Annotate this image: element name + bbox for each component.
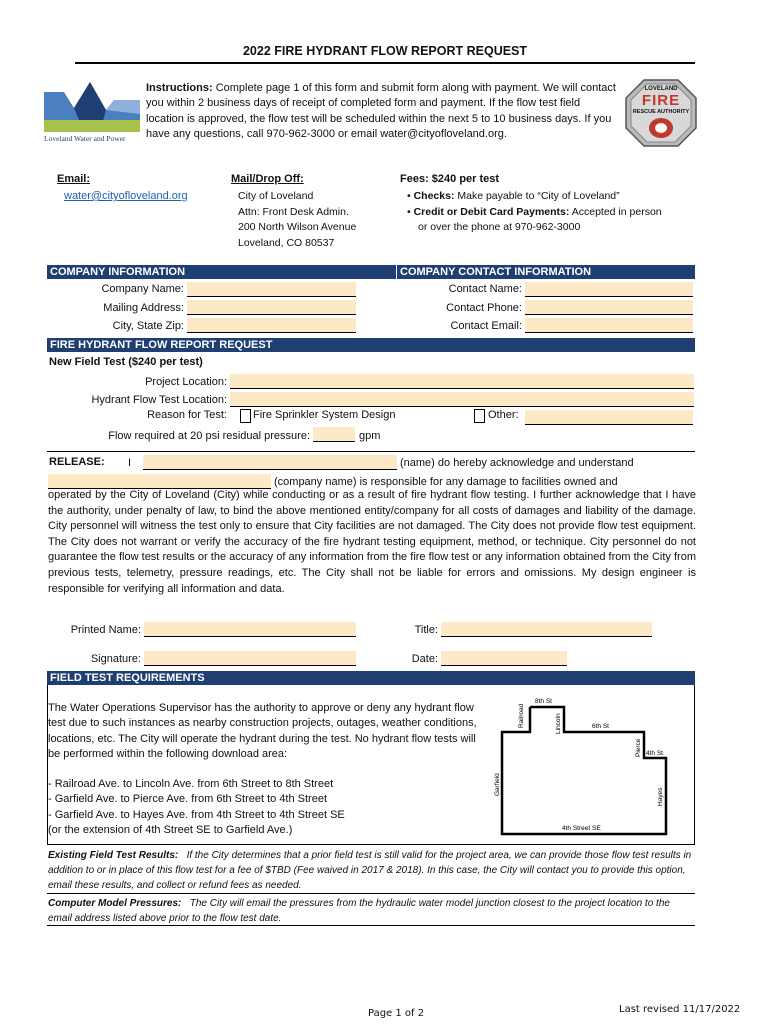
map-label-8th: 8th St <box>535 698 552 705</box>
list-item: - Garfield Ave. to Pierce Ave. from 6th Street to 4th Street <box>48 793 328 806</box>
contact-phone-field[interactable] <box>525 300 693 315</box>
release-label: RELEASE: <box>49 456 105 468</box>
map-label-4th-se: 4th Street SE <box>562 825 601 832</box>
printed-name-field[interactable] <box>144 622 356 637</box>
divider <box>47 893 695 894</box>
fire-logo-main: FIRE <box>641 92 681 109</box>
fees-checks-label: Checks: <box>413 190 455 202</box>
fees-label: Fees: $240 per test <box>400 173 500 185</box>
map-label-hayes: Hayes <box>657 787 664 806</box>
release-top-rule <box>47 451 695 452</box>
computer-model <box>48 896 694 926</box>
fees-card-text: Accepted in person <box>571 205 662 218</box>
contact-email-label: Contact Email: <box>450 320 522 332</box>
contact-name-field[interactable] <box>525 282 693 297</box>
last-revised: Last revised 11/17/2022 <box>619 1004 741 1015</box>
computer-model-text: The City will email the pressures from the hydraulic water model junction closest to the project location to the email address listed above prior to the flow test date. <box>48 898 670 924</box>
gpm-label: gpm <box>359 430 381 442</box>
map-label-garfield: Garfield <box>494 773 501 796</box>
restricted-area-outline <box>502 707 666 834</box>
hydrant-location-field[interactable] <box>230 392 694 407</box>
mail-line: Attn: Front Desk Admin. <box>238 205 349 218</box>
fees-card: • Credit or Debit Card Payments: Accepted in person <box>407 205 662 218</box>
instructions-label: Instructions: <box>146 82 213 94</box>
loveland-water-power-logo <box>44 78 140 148</box>
map-label-4th: 4th St <box>646 750 663 757</box>
other-checkbox[interactable] <box>474 409 485 423</box>
restricted-area-map <box>488 690 678 842</box>
company-info-header: COMPANY INFORMATION <box>47 265 396 279</box>
mail-label: Mail/Drop Off: <box>231 173 304 185</box>
list-item: - Garfield Ave. to Hayes Ave. from 4th Street to 4th Street SE <box>48 808 345 821</box>
printed-name-label: Printed Name: <box>70 624 141 636</box>
map-label-pierce: Pierce <box>635 738 642 757</box>
divider <box>47 925 695 926</box>
release-name-field[interactable] <box>143 455 397 470</box>
existing-results-label: Existing Field Test Results: <box>48 850 179 861</box>
mailing-address-label: Mailing Address: <box>103 302 184 314</box>
title-field[interactable] <box>441 622 652 637</box>
hydrant-location-label: Hydrant Flow Test Location: <box>91 394 227 406</box>
release-name-suffix: (name) do hereby acknowledge and understand <box>400 457 634 469</box>
contact-name-label: Contact Name: <box>448 283 522 295</box>
existing-results <box>48 848 694 893</box>
fees-checks: • Checks: Make payable to “City of Loveland” <box>407 190 620 202</box>
signature-field[interactable] <box>144 651 356 666</box>
computer-model-label: Computer Model Pressures: <box>48 898 182 909</box>
field-req-text: The Water Operations Supervisor has the authority to approve or deny any hydrant flow test due to such instances as nearby construction projects, outages, weather conditions, locations, etc. The City will operate the hydrant during the test. No hydrant flow tests will be performed within the following download area: <box>48 702 477 760</box>
mail-line: City of Loveland <box>238 190 314 202</box>
contact-info-header: COMPANY CONTACT INFORMATION <box>397 265 695 279</box>
list-item: (or the extension of 4th Street SE to Garfield Ave.) <box>48 823 293 836</box>
mailing-address-field[interactable] <box>187 300 356 315</box>
project-location-label: Project Location: <box>145 376 227 388</box>
mail-address <box>238 189 356 251</box>
email-label: Email: <box>57 173 91 185</box>
fees-details <box>407 189 707 236</box>
fire-sprinkler-checkbox[interactable] <box>240 409 251 423</box>
request-header: FIRE HYDRANT FLOW REPORT REQUEST <box>47 338 695 352</box>
other-label: Other: <box>488 409 519 421</box>
fees-card-text2: or over the phone at 970-962-3000 <box>418 221 581 233</box>
restricted-areas-list <box>48 777 488 838</box>
existing-results-text: If the City determines that a prior field test is still valid for the project area, we can provide those flow test results in addition to or in place of this flow test for a fee of $TBD (Fee waived in 2017 & 2018). In this case, the City will contact you to provide this option, email these results, and collect or refund fees as needed. <box>48 850 692 891</box>
fire-sprinkler-label: Fire Sprinkler System Design <box>253 409 396 421</box>
page-number: Page 1 of 2 <box>368 1008 425 1019</box>
city-state-zip-field[interactable] <box>187 318 356 333</box>
flow-required-field[interactable] <box>313 427 355 442</box>
other-field[interactable] <box>525 410 693 425</box>
contact-email-field[interactable] <box>525 318 693 333</box>
instructions <box>146 81 616 142</box>
release-company-suffix: (company name) is responsible for any damage to facilities owned and <box>274 476 618 488</box>
signature-label: Signature: <box>90 653 141 665</box>
date-label: Date: <box>411 653 438 665</box>
city-state-zip-label: City, State Zip: <box>112 320 184 332</box>
fire-logo-sub: RESCUE AUTHORITY <box>632 109 690 115</box>
instructions-text: Complete page 1 of this form and submit form along with payment. We will contact you within 2 business days of receipt of completed form and payment. If the flow test field location is approved, the flow test will be scheduled within the next 5 to 10 business days. If you have any questions, call 970-962-3000 or email water@cityofloveland.org. <box>146 82 616 140</box>
reason-label: Reason for Test: <box>147 409 227 421</box>
title-rule <box>75 62 695 64</box>
release-i: I <box>128 457 132 469</box>
map-label-railroad: Railroad <box>518 703 525 728</box>
new-field-test-label: New Field Test ($240 per test) <box>49 356 203 368</box>
release-body: operated by the City of Loveland (City) while conducting or as a result of fire hydrant flow testing. I further acknowledge that I have the authority, under penalty of law, to bind the above mentioned entity/company for all costs of damages and liability of the damage. City personnel will witness the test only to ensure that City facilities are not damaged. The City does not provide flow test equipment. The City does not warrant or verify the accuracy of the fire hydrant testing equipment, method, or technique. City personnel do not guarantee the flow test results or the accuracy of any information from the fire flow test or any information obtained from the City from previous tests, telemetry, pressure readings, etc. The City shall not be liable for errors and omissions. My design engineer is responsible for verifying all information and data. <box>48 489 696 595</box>
map-label-lincoln: Lincoln <box>555 713 562 734</box>
contact-phone-label: Contact Phone: <box>446 302 522 314</box>
flow-required-label: Flow required at 20 psi residual pressure: <box>108 430 310 442</box>
company-name-label: Company Name: <box>101 283 184 295</box>
email-link[interactable]: water@cityofloveland.org <box>64 190 188 202</box>
page-title: 2022 FIRE HYDRANT FLOW REPORT REQUEST <box>242 44 528 58</box>
field-req-header: FIELD TEST REQUIREMENTS <box>47 671 695 685</box>
list-item: - Railroad Ave. to Lincoln Ave. from 6th Street to 8th Street <box>48 778 334 790</box>
fees-checks-text: Make payable to “City of Loveland” <box>457 190 620 202</box>
date-field[interactable] <box>441 651 567 666</box>
mail-line: Loveland, CO 80537 <box>238 236 335 249</box>
mail-line: 200 North Wilson Avenue <box>238 221 357 233</box>
loveland-fire-rescue-logo <box>624 78 698 148</box>
fire-logo-top: LOVELAND <box>644 86 678 92</box>
lwp-logo-text: Loveland Water and Power <box>44 134 126 143</box>
release-company-field[interactable] <box>48 474 271 489</box>
title-label: Title: <box>414 624 438 636</box>
fees-card-label: Credit or Debit Card Payments: <box>413 205 570 218</box>
project-location-field[interactable] <box>230 374 694 389</box>
map-label-6th: 6th St <box>592 723 609 730</box>
company-name-field[interactable] <box>187 282 356 297</box>
